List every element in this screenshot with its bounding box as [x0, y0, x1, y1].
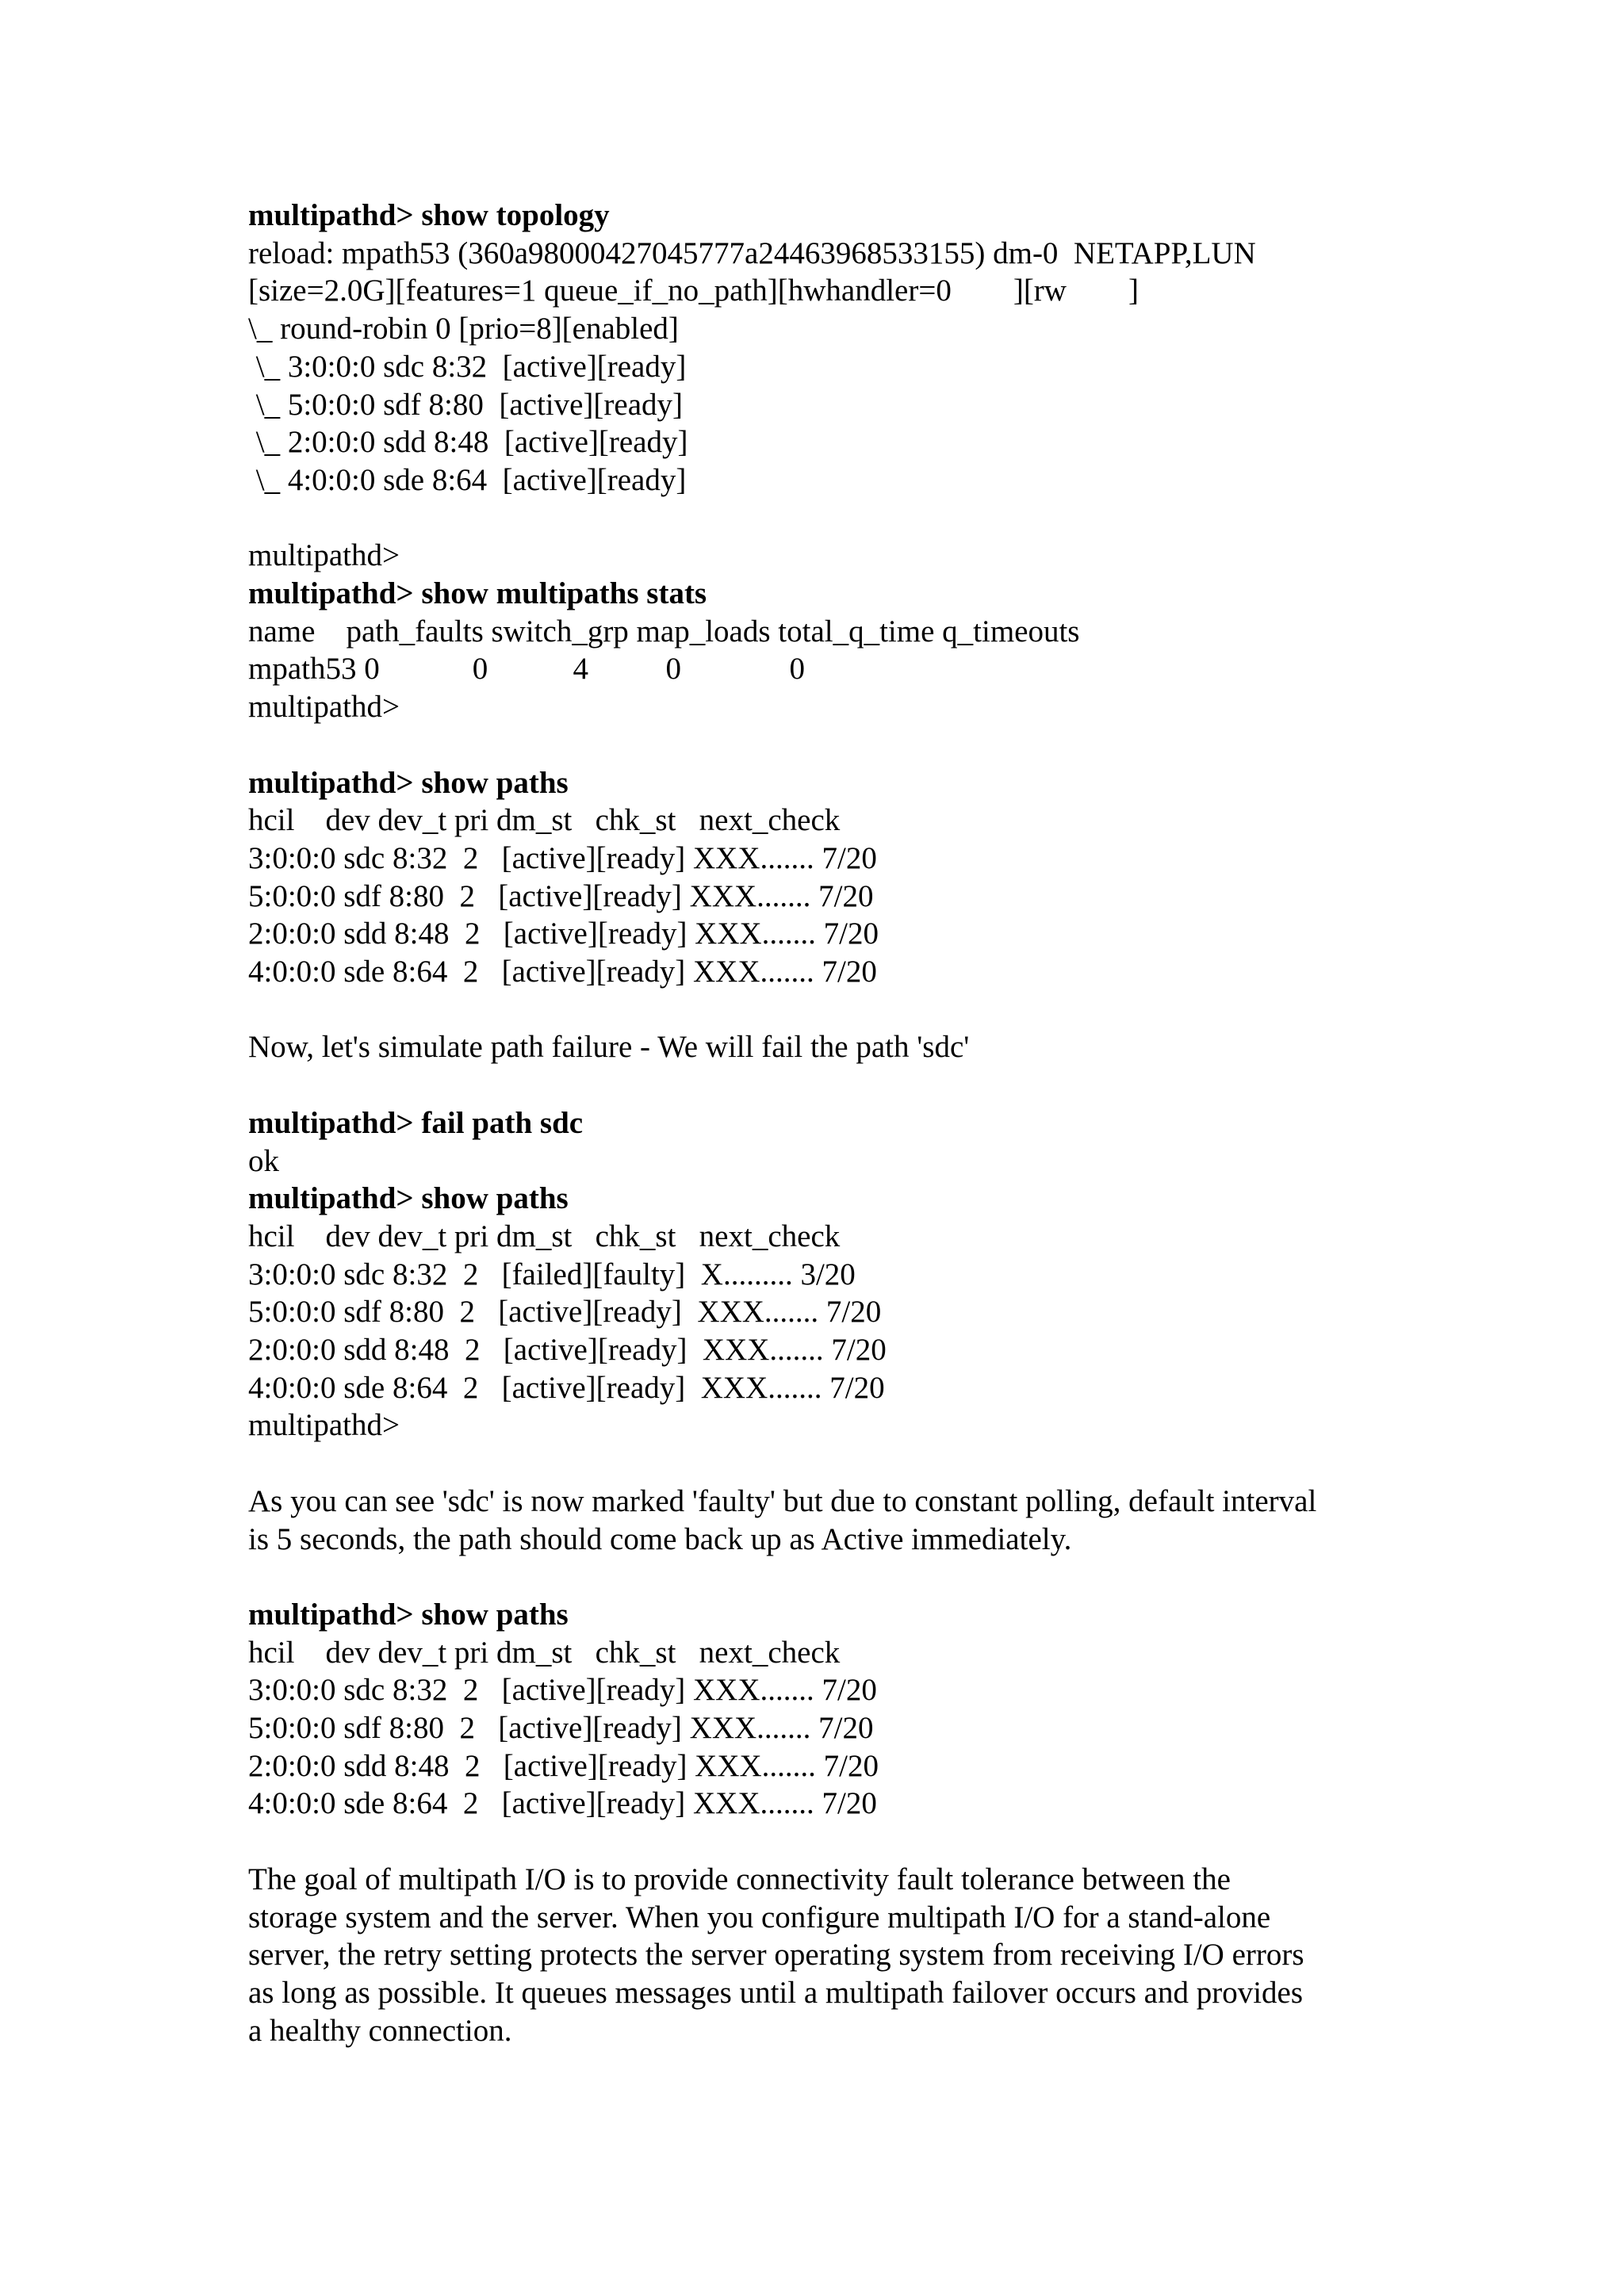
paths-header: hcil dev dev_t pri dm_st chk_st next_check	[248, 803, 841, 838]
spacer	[248, 1066, 1406, 1104]
paths-row: 2:0:0:0 sdd 8:48 2 [active][ready] XXX....... 7/20	[248, 1748, 879, 1783]
paragraph-line: storage system and the server. When you configure multipath I/O for a stand-alone	[248, 1900, 1271, 1934]
paths-row: 3:0:0:0 sdc 8:32 2 [active][ready] XXX....... 7/20	[248, 1673, 877, 1708]
paragraph-line: a healthy connection.	[248, 2013, 512, 2048]
spacer	[248, 1558, 1406, 1596]
goal-paragraph	[248, 1861, 1406, 2050]
paths-header: hcil dev dev_t pri dm_st chk_st next_check	[248, 1635, 841, 1670]
paragraph-line: as long as possible. It queues messages until a multipath failover occurs and provides	[248, 1975, 1304, 2010]
prompt-line: multipathd>	[248, 538, 400, 573]
paths-row: 2:0:0:0 sdd 8:48 2 [active][ready] XXX....... 7/20	[248, 916, 879, 951]
topology-line: \_ 4:0:0:0 sde 8:64 [active][ready]	[248, 462, 687, 497]
spacer	[248, 1823, 1406, 1861]
paragraph-line: The goal of multipath I/O is to provide connectivity fault tolerance between the	[248, 1862, 1231, 1896]
topology-line: \_ round-robin 0 [prio=8][enabled]	[248, 312, 679, 346]
stats-row: mpath53 0 0 4 0 0	[248, 652, 805, 687]
spacer	[248, 499, 1406, 538]
command-fail-path: multipathd> fail path sdc	[248, 1105, 584, 1140]
paths-header: hcil dev dev_t pri dm_st chk_st next_check	[248, 1219, 841, 1253]
command-response: ok	[248, 1143, 279, 1178]
topology-line: reload: mpath53 (360a98000427045777a24463968533155) dm-0 NETAPP,LUN	[248, 235, 1256, 270]
paths-row: 3:0:0:0 sdc 8:32 2 [active][ready] XXX....... 7/20	[248, 840, 877, 875]
spacer	[248, 991, 1406, 1029]
paths-row: 5:0:0:0 sdf 8:80 2 [active][ready] XXX....... 7/20	[248, 1295, 882, 1330]
paths-row: 4:0:0:0 sde 8:64 2 [active][ready] XXX....... 7/20	[248, 1370, 885, 1405]
spacer	[248, 1445, 1406, 1483]
command-show-paths: multipathd> show paths	[248, 1181, 569, 1216]
document-body	[248, 197, 1406, 2049]
command-show-paths: multipathd> show paths	[248, 1597, 569, 1632]
command-show-multipaths-stats: multipathd> show multipaths stats	[248, 576, 707, 611]
faulty-paragraph	[248, 1483, 1406, 1558]
command-show-topology: multipathd> show topology	[248, 198, 610, 232]
paths-row: 5:0:0:0 sdf 8:80 2 [active][ready] XXX....... 7/20	[248, 878, 874, 913]
spacer	[248, 726, 1406, 764]
paragraph-line: is 5 seconds, the path should come back up as Active immediately.	[248, 1521, 1072, 1556]
topology-line: \_ 5:0:0:0 sdf 8:80 [active][ready]	[248, 387, 683, 422]
prompt-line: multipathd>	[248, 690, 400, 725]
paths-row: 4:0:0:0 sde 8:64 2 [active][ready] XXX....... 7/20	[248, 955, 877, 989]
stats-header: name path_faults switch_grp map_loads total_q_time q_timeouts	[248, 614, 1080, 649]
topology-line: \_ 3:0:0:0 sdc 8:32 [active][ready]	[248, 349, 687, 384]
paths-row: 2:0:0:0 sdd 8:48 2 [active][ready] XXX....... 7/20	[248, 1333, 887, 1368]
paths-row: 4:0:0:0 sde 8:64 2 [active][ready] XXX....... 7/20	[248, 1786, 877, 1821]
paragraph-line: As you can see 'sdc' is now marked 'faulty' but due to constant polling, default interval	[248, 1483, 1317, 1518]
paths-row: 5:0:0:0 sdf 8:80 2 [active][ready] XXX....... 7/20	[248, 1711, 874, 1746]
command-show-paths: multipathd> show paths	[248, 765, 569, 800]
simulate-text: Now, let's simulate path failure - We will fail the path 'sdc'	[248, 1030, 970, 1065]
prompt-line: multipathd>	[248, 1408, 400, 1443]
paths-row: 3:0:0:0 sdc 8:32 2 [failed][faulty] X......... 3/20	[248, 1257, 856, 1292]
topology-line: \_ 2:0:0:0 sdd 8:48 [active][ready]	[248, 425, 688, 460]
paragraph-line: server, the retry setting protects the server operating system from receiving I/O errors	[248, 1938, 1304, 1973]
topology-line: [size=2.0G][features=1 queue_if_no_path][hwhandler=0 ][rw ]	[248, 274, 1139, 308]
